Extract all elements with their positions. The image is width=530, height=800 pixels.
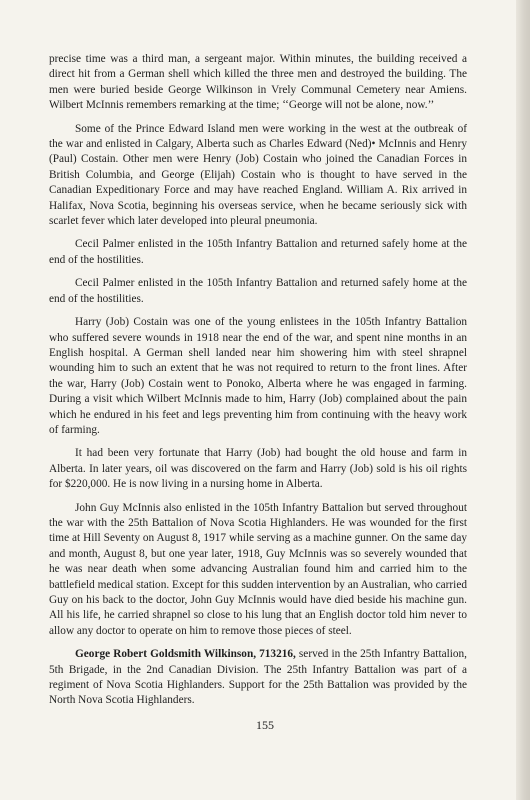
paragraph-cecil-palmer: Cecil Palmer enlisted in the 105th Infantry Battalion and returned safely home at the end of the hostilities.: [49, 238, 467, 266]
paragraph-western-enlistees: Some of the Prince Edward Island men were working in the west at the outbreak of the war and enlisted in Calgary, Alberta such as Charles Edward (Ned)• McInnis and Henry (Paul) Costain. Other men were Henry (Job) Costain who joined the Canadian Forces in British Columbia, and George (Elijah) Costain who is thought to have served in the Canadian Expeditionary Force and may have reached England. William A. Rix arrived in Halifax, Nova Scotia, beginning his overseas service, when he became seriously sick with scarlet fever which later developed into pleural pneumonia.: [49, 122, 467, 228]
paragraph-alberta-farm: It had been very fortunate that Harry (Job) had bought the old house and farm in Alberta. In later years, oil was discovered on the farm and Harry (Job) sold is his oil rights for $220,000. He is now living in a nursing home in Alberta.: [49, 447, 467, 491]
paragraph-john-guy-mcinnis: John Guy McInnis also enlisted in the 105th Infantry Battalion but served throughout the war with the 25th Battalion of Nova Scotia Highlanders. He was wounded for the first time at Hill Seventy on August 8, 1917 while serving as a machine gunner. On the same day and month, August 8, but one year later, 1918, Guy McInnis was so severely wounded that he was near death when some advancing Australian found him and carried him to the battlefield medical station. Except for this sudden intervention by an Australian, who carried Guy on his back to the doctor, John Guy McInnis would have died beside his machine gun. All his life, he carried shrapnel so close to his lung that an English doctor told him never to allow any doctor to operate on him to remove those pieces of steel.: [49, 501, 467, 637]
page-number: 155: [256, 718, 274, 732]
paragraph-continuation: precise time was a third man, a sergeant major. Within minutes, the building received a direct hit from a German shell which killed the three men and destroyed the building. The men were buried beside George Wilkinson in Vrely Communal Cemetery near Amiens. Wilbert McInnis remembers remarking at the time; ‘‘George will not be alone, now.’’: [49, 53, 467, 112]
paragraph-cecil-palmer-repeat: Cecil Palmer enlisted in the 105th Infantry Battalion and returned safely home at the end of the hostilities.: [49, 277, 467, 305]
body-text: [49, 52, 467, 717]
wilkinson-service-text: served in the 25th Infantry Battalion, 5th Brigade, in the 2nd Canadian Division. The 25th Infantry Battalion was part of a regiment of Nova Scotia Highlanders. Support for the 25th Battalion was provided by the North Nova Scotia Highlanders.: [49, 648, 467, 707]
paragraph-george-wilkinson: [49, 647, 467, 709]
paragraph-harry-costain: Harry (Job) Costain was one of the young enlistees in the 105th Infantry Battalion who suffered severe wounds in 1918 near the end of the war, and spent nine months in an English hospital. A German shell landed near him showering him with steel shrapnel wounding him to such an extent that he was not required to return to the front lines. After the war, Harry (Job) Costain went to Ponoko, Alberta where he was engaged in farming. During a visit which Wilbert McInnis made to him, Harry (Job) complained about the pain which he endured in his feet and legs preventing him from continuing with the heavy work of farming.: [49, 316, 467, 436]
wilkinson-name-heading: George Robert Goldsmith Wilkinson, 713216,: [75, 648, 296, 661]
page-binding-edge: [516, 0, 530, 800]
